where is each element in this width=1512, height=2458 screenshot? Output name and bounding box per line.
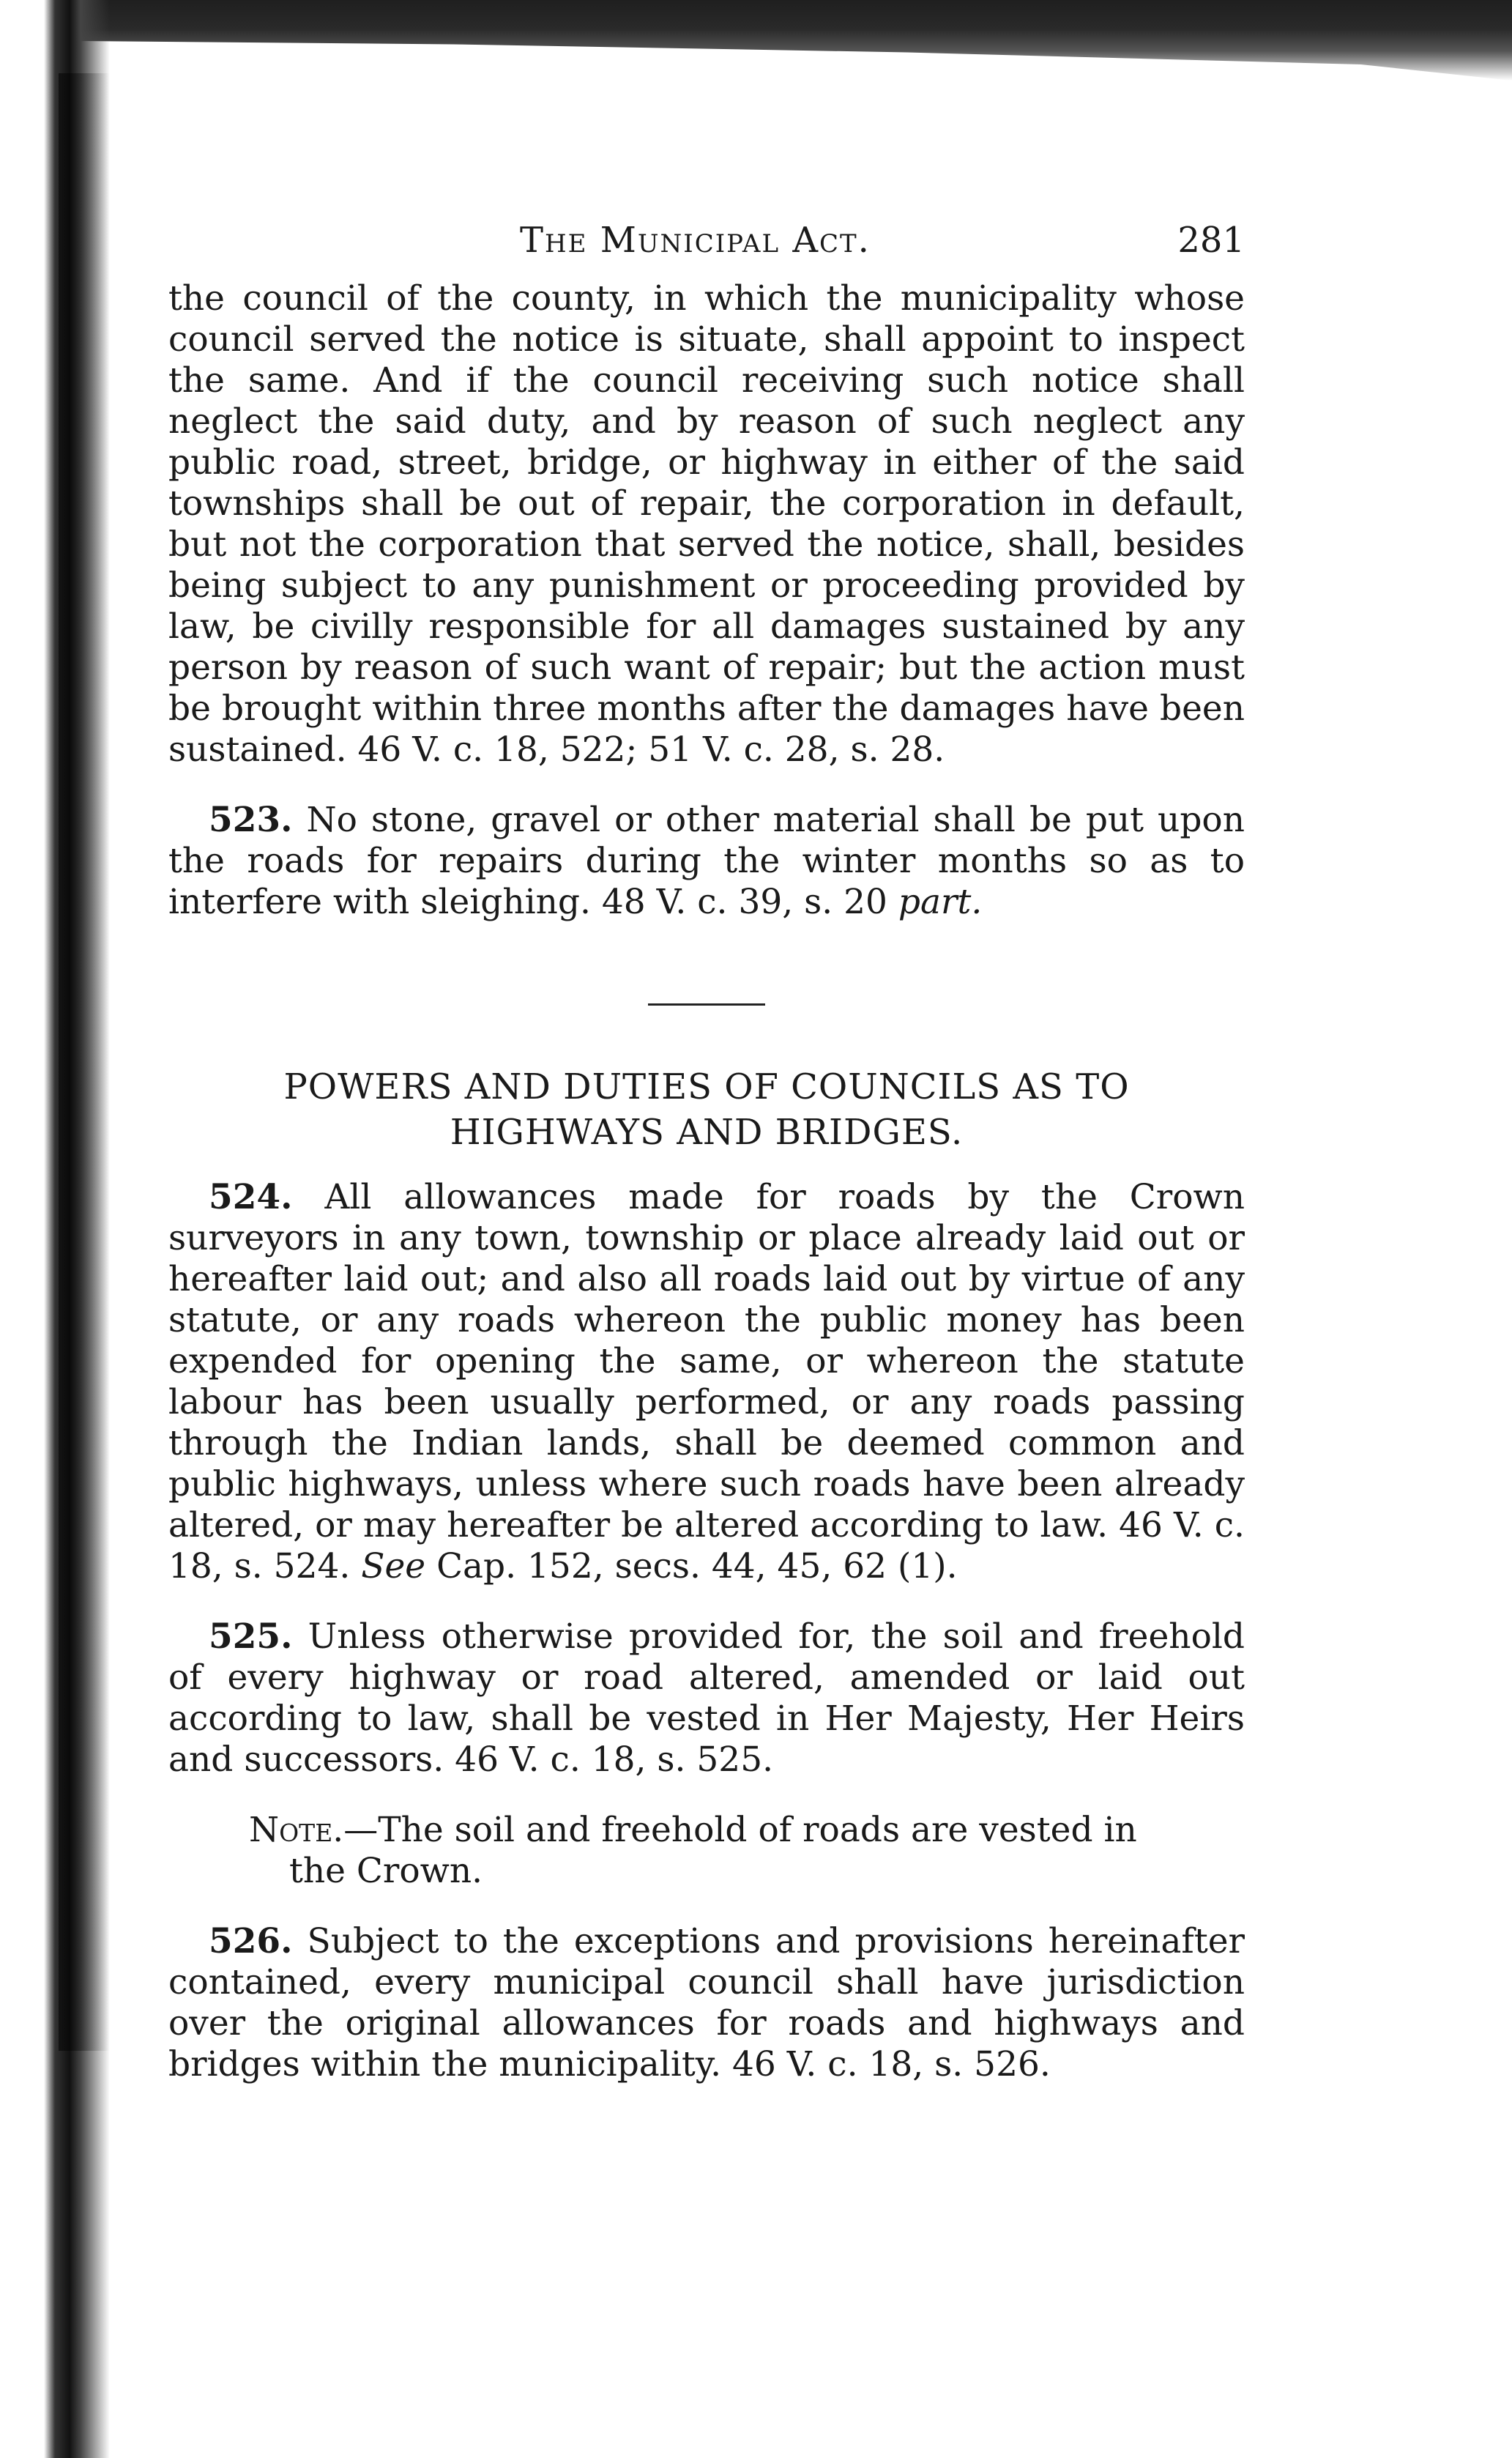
section-525 bbox=[168, 1616, 1245, 1781]
section-heading bbox=[168, 1064, 1245, 1155]
page-body bbox=[168, 220, 1245, 2085]
running-head bbox=[168, 220, 1245, 278]
note bbox=[249, 1810, 1245, 1892]
reference-tail: Cap. 152, secs. 44, 45, 62 (1). bbox=[436, 1546, 958, 1586]
running-title: The Municipal Act. bbox=[520, 220, 871, 261]
section-number: 524. bbox=[209, 1177, 293, 1217]
section-524 bbox=[168, 1177, 1245, 1587]
note-text-continued: the Crown. bbox=[289, 1851, 483, 1891]
section-523 bbox=[168, 800, 1245, 923]
spacer bbox=[168, 1781, 1245, 1810]
spacer bbox=[168, 1892, 1245, 1921]
spacer bbox=[168, 1587, 1245, 1616]
section-number: 526. bbox=[209, 1921, 293, 1961]
note-text: —The soil and freehold of roads are vested in bbox=[343, 1810, 1137, 1850]
section-divider bbox=[648, 1003, 765, 1006]
note-label: Note. bbox=[249, 1810, 344, 1850]
scan-binding-shadow bbox=[59, 73, 110, 2051]
page-number: 281 bbox=[1177, 220, 1245, 261]
paragraph-522-continued: the council of the county, in which the municipality whose council served the notice is situate, shall appoint to inspect the same. And if the council receiving such notice shall neglect the said duty, and by reason of such neglect any public road, street, bridge, or highway in either of the said townships shall be out of repair, the corporation in default, but not the corporation that served the notice, shall, besides being subject to any punishment or proceeding provided by law, be civilly responsible for all damages sustained by any person by reason of such want of repair; but the action must be brought within three months after the damages have been sustained. 46 V. c. 18, 522; 51 V. c. 28, s. 28. bbox=[168, 278, 1245, 770]
heading-line-2: HIGHWAYS AND BRIDGES. bbox=[450, 1112, 964, 1153]
section-emphasis: part. bbox=[898, 882, 983, 922]
section-text: All allowances made for roads by the Crown surveyors in any town, township or place already laid out or hereafter laid out; and also all roads laid out by virtue of any statute, or any roads whereon the public money has been expended for opening the same, or whereon the statute labour has been usually performed, or any roads passing through the Indian lands, shall be deemed common and public highways, unless where such roads have been already altered, or may hereafter be altered according to law. 46 V. c. 18, s. 524. bbox=[168, 1177, 1245, 1586]
section-526 bbox=[168, 1921, 1245, 2085]
section-text: Subject to the exceptions and provisions hereinafter contained, every municipal council shall have jurisdiction over the original allowances for roads and highways and bridges within the municipality. 46 V. c. 18, s. 526. bbox=[168, 1921, 1245, 2084]
spacer bbox=[168, 771, 1245, 800]
heading-line-1: POWERS AND DUTIES OF COUNCILS AS TO bbox=[283, 1066, 1130, 1107]
see-reference: See bbox=[361, 1546, 426, 1586]
section-number: 523. bbox=[209, 800, 293, 840]
section-text: Unless otherwise provided for, the soil and freehold of every highway or road altered, amended or laid out according to law, shall be vested in Her Majesty, Her Heirs and successors. 46 V. c. 18, s. 525. bbox=[168, 1616, 1245, 1780]
section-text: No stone, gravel or other material shall be put upon the roads for repairs during the winter months so as to interfere with sleighing. 48 V. c. 39, s. 20 bbox=[168, 800, 1245, 922]
section-number: 525. bbox=[209, 1616, 293, 1657]
scan-top-edge bbox=[0, 0, 1512, 81]
